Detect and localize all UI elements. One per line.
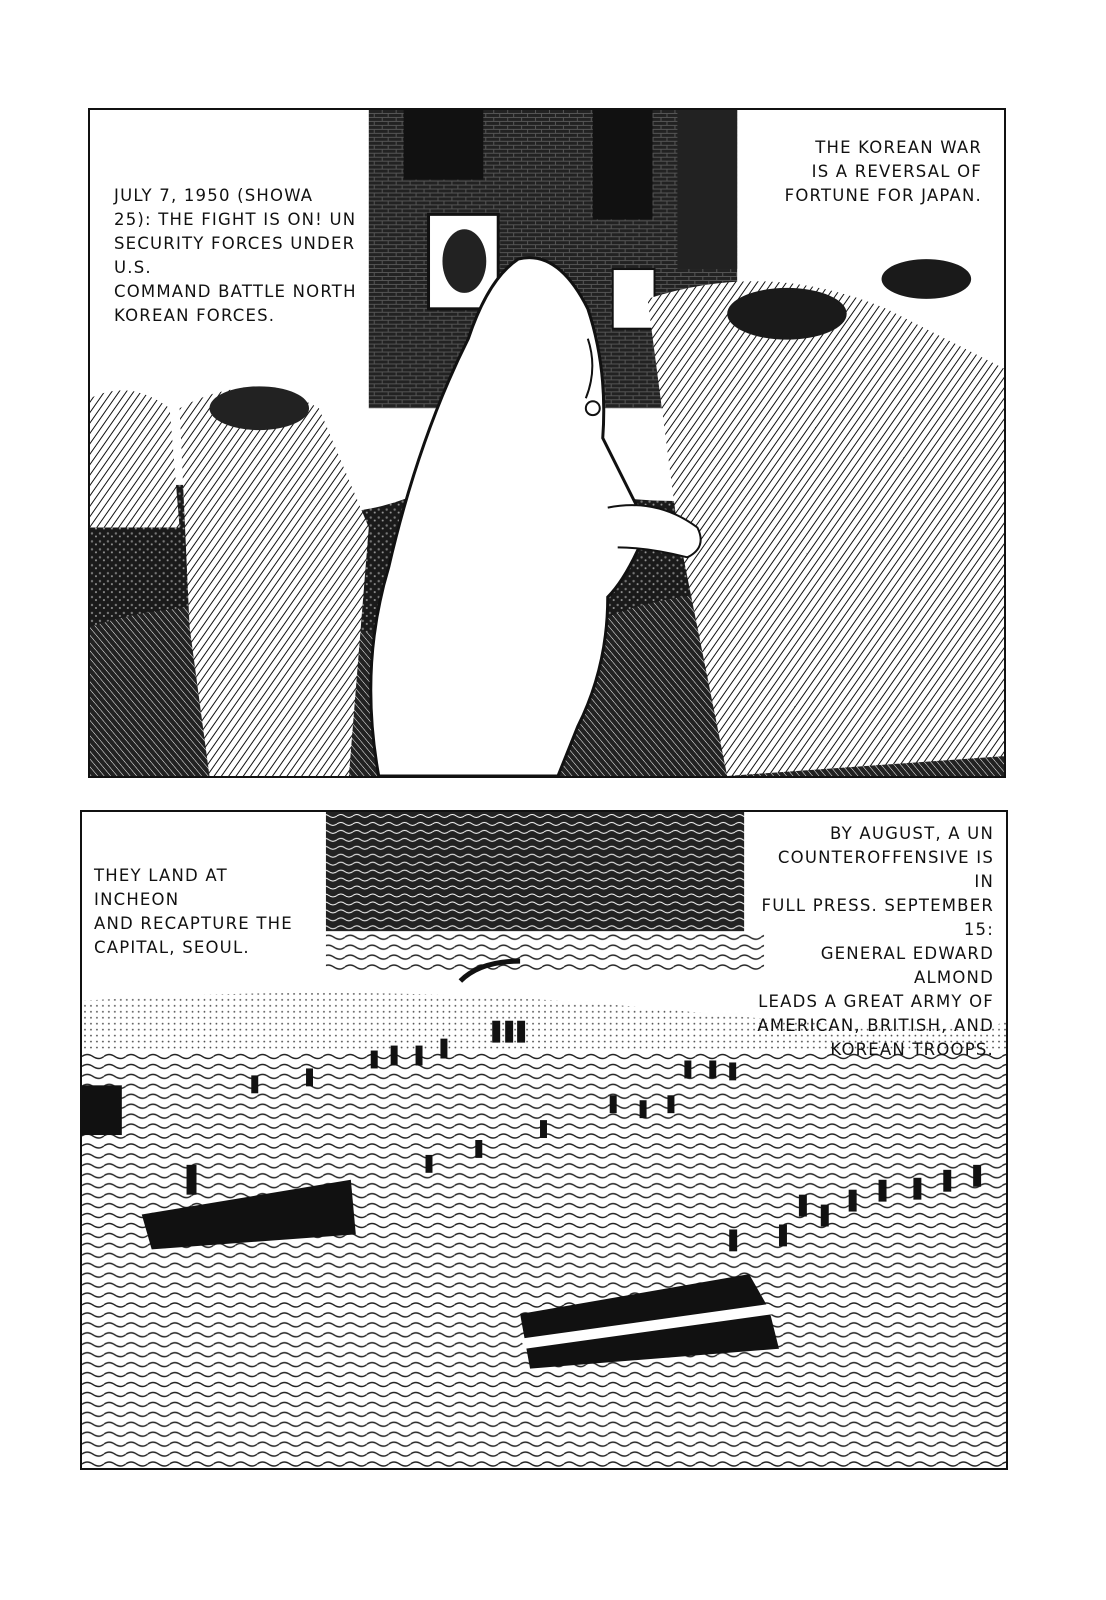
caption-reversal-of-fortune: THE KOREAN WAR IS A REVERSAL OF FORTUNE FOR JAPAN. — [784, 138, 982, 205]
caption-incheon-seoul: THEY LAND AT INCHEON AND RECAPTURE THE CAPITAL, SEOUL. — [94, 866, 293, 957]
panel-incheon-landing — [80, 810, 1008, 1470]
caption-korean-war-date: JULY 7, 1950 (SHOWA 25): THE FIGHT IS ON! UN SECURITY FORCES UNDER U.S. COMMAND BATTLE NORTH KOREAN FORCES. — [114, 186, 357, 325]
panel-battle-scene — [88, 108, 1006, 778]
caption-un-counteroffensive: BY AUGUST, A UN COUNTEROFFENSIVE IS IN FULL PRESS. SEPTEMBER 15: GENERAL EDWARD ALMOND LEADS A GREAT ARMY OF AMERICAN, BRITISH, AND KOREAN TROOPS. — [757, 824, 994, 1059]
